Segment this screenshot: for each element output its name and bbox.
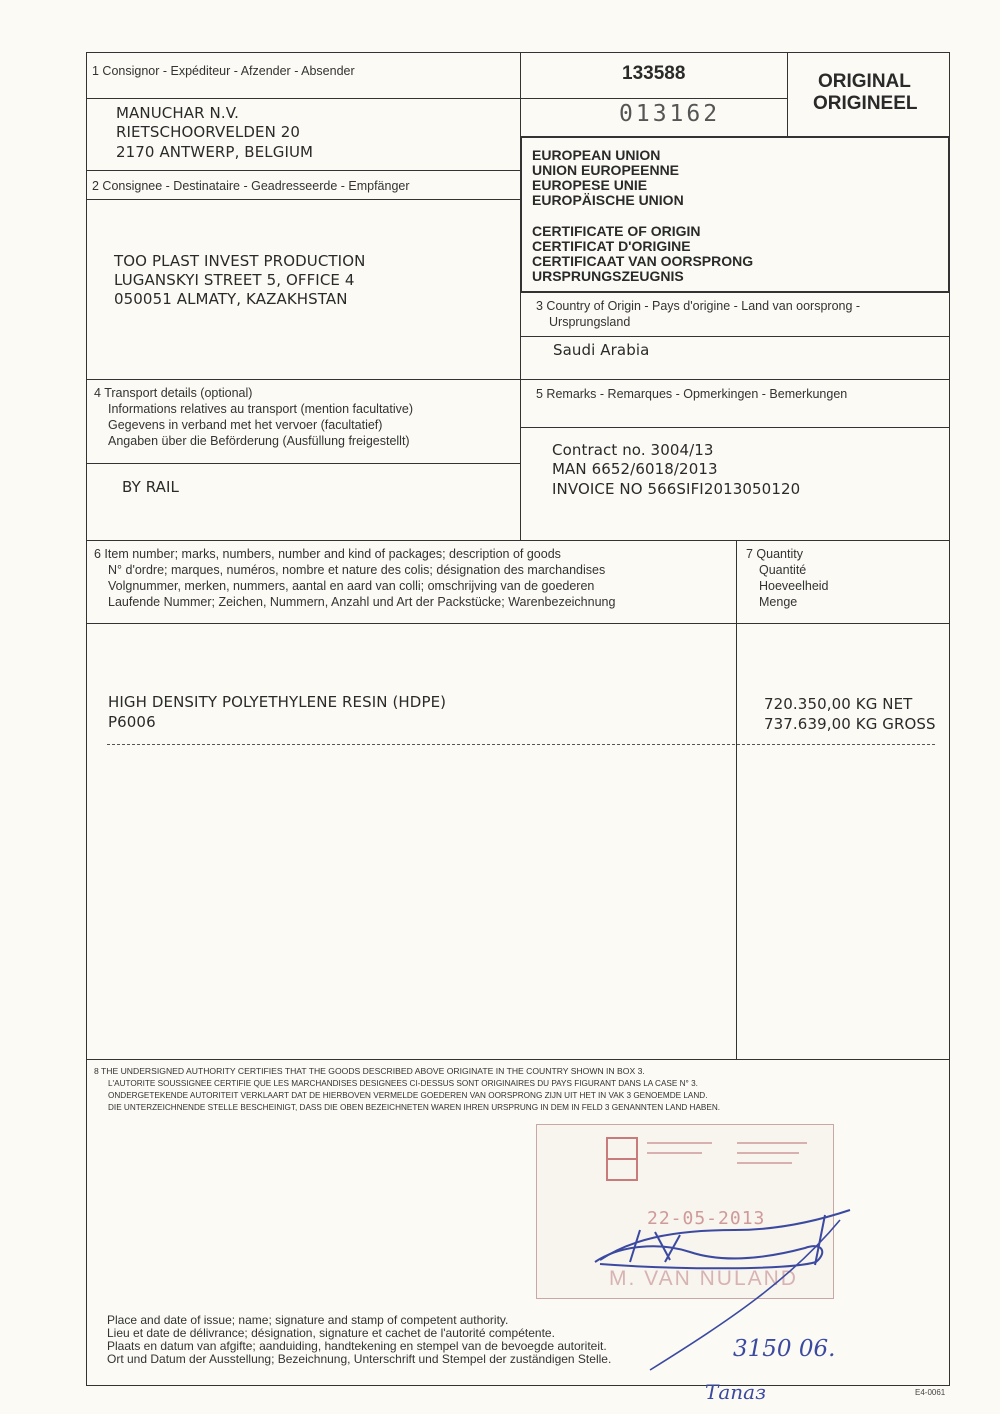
eu-line-1: EUROPEAN UNION	[532, 147, 661, 163]
box2-label-rule	[86, 199, 520, 200]
box8-cert-line4: DIE UNTERZEICHNENDE STELLE BESCHEINIGT, DASS DIE OBEN BEZEICHNETEN WAREN IHREN URSPRUNG IN DEM IN FELD 3 GENANNTEN LAND HABEN.	[108, 1103, 721, 1112]
divider-original-vertical	[787, 52, 788, 136]
eu-line-4: EUROPÄISCHE UNION	[532, 192, 684, 208]
stamp-date: 22-05-2013	[647, 1208, 766, 1229]
handwritten-note-2: Тапаз	[705, 1380, 766, 1404]
box6-label-line2: N° d'ordre; marques, numéros, nombre et nature des colis; désignation des marchandises	[108, 563, 606, 577]
consignor-city: 2170 ANTWERP, BELGIUM	[116, 143, 314, 161]
goods-grade: P6006	[108, 713, 156, 731]
quantity-net: 720.350,00 KG NET	[764, 695, 913, 713]
divider-quantity-vertical	[736, 540, 737, 623]
upper-section-rule	[86, 379, 950, 380]
box6-label-line1: 6 Item number; marks, numbers, number and kind of packages; description of goods	[94, 547, 561, 561]
box7-label-line3: Hoeveelheid	[759, 579, 829, 593]
form-number: 133588	[622, 63, 686, 84]
box3-label-line1: 3 Country of Origin - Pays d'origine - Land van oorsprong -	[536, 299, 861, 313]
box7-label-line2: Quantité	[759, 563, 807, 577]
place-line4: Ort und Datum der Ausstellung; Bezeichnung, Unterschrift und Stempel der zuständigen Stelle.	[107, 1352, 612, 1366]
box5-label: 5 Remarks - Remarques - Opmerkingen - Bemerkungen	[536, 387, 848, 401]
consignee-city: 050051 ALMATY, KAZAKHSTAN	[114, 290, 348, 308]
box3-label-rule	[520, 336, 950, 337]
remarks-contract: Contract no. 3004/13	[552, 441, 714, 459]
transport-value: BY RAIL	[122, 478, 179, 496]
consignor-street: RIETSCHOORVELDEN 20	[116, 123, 301, 141]
goods-section-rule	[86, 1059, 950, 1060]
consignee-street: LUGANSKYI STREET 5, OFFICE 4	[114, 271, 355, 289]
box5-label-rule	[520, 427, 950, 428]
remarks-invoice: INVOICE NO 566SIFI2013050120	[552, 480, 801, 498]
box1-bottom-rule	[86, 170, 520, 171]
number-rule	[520, 98, 787, 99]
goods-description: HIGH DENSITY POLYETHYLENE RESIN (HDPE)	[108, 693, 447, 711]
consignee-name: TOO PLAST INVEST PRODUCTION	[114, 252, 366, 270]
eu-line-3: EUROPESE UNIE	[532, 177, 648, 193]
divider-mid-vertical	[520, 379, 521, 540]
certificate-line-1: CERTIFICATE OF ORIGIN	[532, 223, 701, 239]
consignor-name: MANUCHAR N.V.	[116, 104, 239, 122]
place-line1: Place and date of issue; name; signature and stamp of competent authority.	[107, 1313, 509, 1327]
box7-label-line1: 7 Quantity	[746, 547, 803, 561]
box4-label-line4: Angaben über die Beförderung (Ausfüllung freigestellt)	[108, 434, 410, 448]
stamp-name: M. VAN NULAND	[609, 1267, 798, 1290]
quantity-gross: 737.639,00 KG GROSS	[764, 715, 936, 733]
remarks-man: MAN 6652/6018/2013	[552, 460, 718, 478]
box1-label: 1 Consignor - Expéditeur - Afzender - Absender	[92, 64, 355, 78]
quantity-column-line	[736, 623, 737, 1059]
place-line2: Lieu et date de délivrance; désignation, signature et cachet de l'autorité compétente.	[107, 1326, 555, 1340]
original-label: ORIGINAL	[818, 71, 911, 92]
goods-dashed-line	[107, 744, 935, 745]
handwritten-note-1: 3150 06.	[733, 1336, 836, 1362]
country-of-origin: Saudi Arabia	[553, 341, 650, 359]
place-line3: Plaats en datum van afgifte; aanduiding, handtekening en stempel van de bevoegde autoriteit.	[107, 1339, 607, 1353]
box8-cert-line2: L'AUTORITE SOUSSIGNEE CERTIFIE QUE LES MARCHANDISES DESIGNEES CI-DESSUS SONT ORIGINAIRES DU PAYS FIGURANT DANS LA CASE N° 3.	[108, 1079, 698, 1088]
box6-label-line4: Laufende Nummer; Zeichen, Nummern, Anzahl und Art der Packstücke; Warenbezeichnung	[108, 595, 616, 609]
box1-label-rule	[86, 98, 520, 99]
certificate-line-2: CERTIFICAT D'ORIGINE	[532, 238, 691, 254]
box4-label-line2: Informations relatives au transport (mention facultative)	[108, 402, 413, 416]
box3-label-line2: Ursprungsland	[549, 315, 631, 329]
box4-label-line3: Gegevens in verband met het vervoer (facultatief)	[108, 418, 383, 432]
serial-number: 013162	[619, 101, 721, 127]
box4-label-line1: 4 Transport details (optional)	[94, 386, 253, 400]
box8-cert-line1: 8 THE UNDERSIGNED AUTHORITY CERTIFIES THAT THE GOODS DESCRIBED ABOVE ORIGINATE IN THE COUNTRY SHOWN IN BOX 3.	[94, 1066, 645, 1076]
certificate-line-4: URSPRUNGSZEUGNIS	[532, 268, 684, 284]
box8-cert-line3: ONDERGETEKENDE AUTORITEIT VERKLAART DAT DE HIERBOVEN VERMELDE GOEDEREN VAN OORSPRONG ZIJN UIT HET IN VAK 3 GENOEMDE LAND.	[108, 1091, 708, 1100]
mid-section-rule	[86, 540, 950, 541]
box6-label-line3: Volgnummer, merken, nummers, aantal en aard van colli; omschrijving van de goederen	[108, 579, 595, 593]
origineel-label: ORIGINEEL	[813, 93, 918, 114]
box7-label-line4: Menge	[759, 595, 798, 609]
goods-header-rule	[86, 623, 950, 624]
box4-label-rule	[86, 463, 520, 464]
eu-line-2: UNION EUROPEENNE	[532, 162, 680, 178]
box2-label: 2 Consignee - Destinataire - Geadresseerde - Empfänger	[92, 179, 410, 193]
certificate-line-3: CERTIFICAAT VAN OORSPRONG	[532, 253, 754, 269]
form-code: E4-0061	[915, 1388, 946, 1397]
